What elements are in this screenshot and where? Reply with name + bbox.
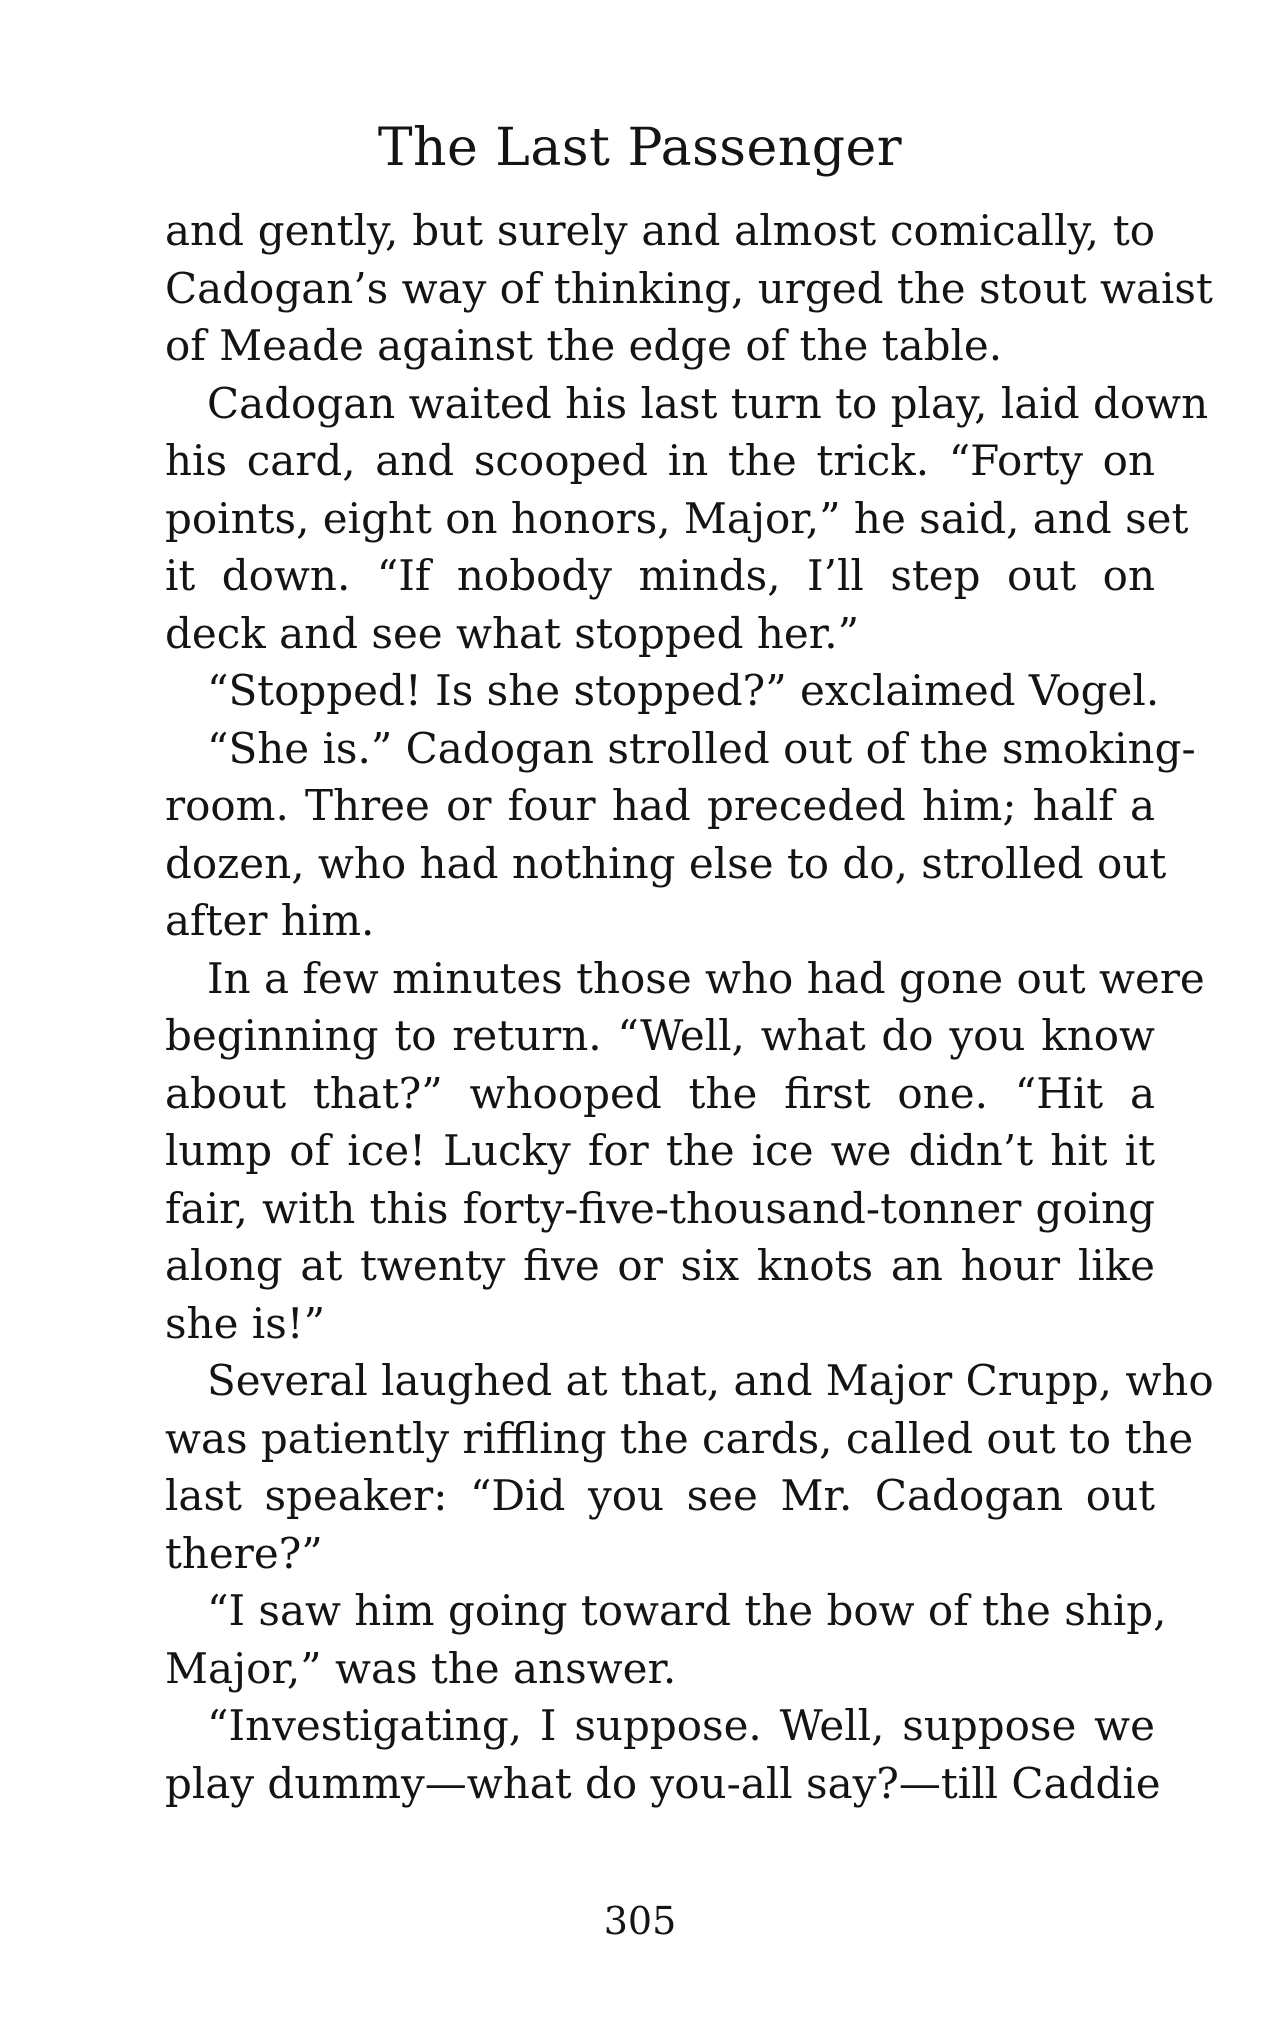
text-line: “I saw him going toward the bow of the ship, — [207, 1586, 1167, 1635]
text-line: was patiently riffling the cards, called out to the — [165, 1413, 1194, 1463]
text-line: last speaker: “Did you see Mr. Cadogan out — [165, 1471, 1155, 1520]
text-line: Cadogan’s way of thinking, urged the stout waist — [165, 263, 1213, 313]
text-line: Cadogan waited his last turn to play, laid down — [207, 378, 1209, 428]
text-line: dozen, who had nothing else to do, strolled out — [165, 838, 1167, 888]
paragraph — [165, 1352, 1214, 1582]
text-line: of Meade against the edge of the table. — [165, 321, 1003, 370]
text-line: after him. — [165, 896, 375, 945]
body-text — [165, 202, 1214, 1812]
text-line: “Investigating, I suppose. Well, suppose we — [207, 1701, 1155, 1750]
text-line: and gently, but surely and almost comically, to — [165, 206, 1155, 255]
paragraph — [165, 950, 1205, 1353]
text-line: beginning to return. “Well, what do you know — [165, 1011, 1155, 1060]
text-line: it down. “If nobody minds, I’ll step out on — [165, 551, 1155, 600]
text-line: “She is.” Cadogan strolled out of the smoking- — [207, 723, 1196, 773]
text-line: room. Three or four had preceded him; half a — [165, 781, 1155, 830]
running-head: The Last Passenger — [377, 118, 903, 178]
text-line: In a few minutes those who had gone out were — [207, 953, 1205, 1003]
text-line: “Stopped! Is she stopped?” exclaimed Vogel. — [207, 666, 1160, 715]
text-line: about that?” whooped the first one. “Hit a — [165, 1068, 1155, 1118]
text-line: his card, and scooped in the trick. “Forty on — [165, 436, 1155, 485]
paragraph — [165, 375, 1209, 663]
page-number: 305 — [603, 1899, 677, 1943]
text-line: Major,” was the answer. — [165, 1643, 677, 1693]
text-line: fair, with this forty-five-thousand-tonner going — [165, 1183, 1155, 1233]
text-line: lump of ice! Lucky for the ice we didn’t hit it — [165, 1126, 1155, 1175]
text-line: play dummy—what do you-all say?—till Caddie — [165, 1758, 1161, 1808]
paragraph — [165, 1582, 1167, 1697]
text-line: along at twenty five or six knots an hour like — [165, 1241, 1155, 1290]
text-line: there?” — [165, 1528, 323, 1578]
text-line: points, eight on honors, Major,” he said, and set — [165, 493, 1189, 543]
paragraph — [165, 662, 1160, 720]
text-line: she is!” — [165, 1298, 326, 1348]
paragraph — [165, 202, 1213, 375]
paragraph — [165, 1697, 1161, 1812]
text-line: Several laughed at that, and Major Crupp, who — [207, 1356, 1214, 1405]
paragraph — [165, 720, 1196, 950]
text-line: deck and see what stopped her.” — [165, 608, 860, 658]
